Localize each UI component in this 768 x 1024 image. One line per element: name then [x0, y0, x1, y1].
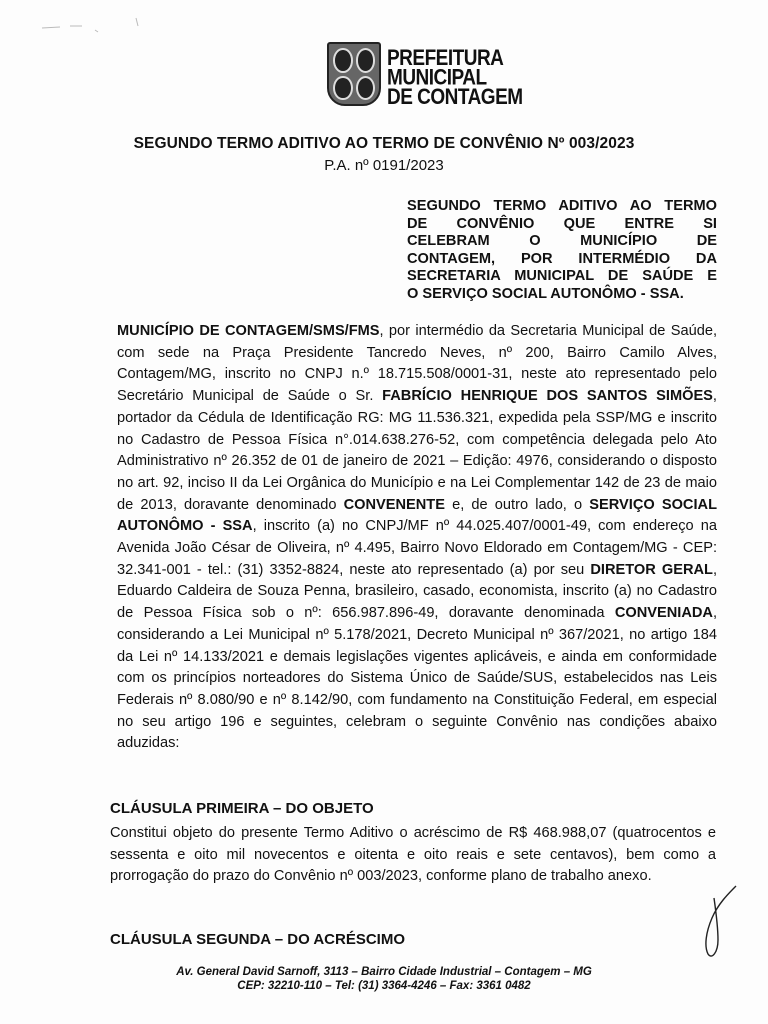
org-line-2: MUNICIPAL: [387, 65, 487, 90]
preamble-paragraph: [117, 321, 717, 755]
letterhead: [327, 42, 523, 110]
org-line-3: DE CONTAGEM: [387, 85, 523, 110]
org-name: [387, 46, 523, 110]
scan-marks: [40, 14, 150, 34]
preamble-text: , portador da Cédula de Identificação RG: MG 11.536.321, expedida pela SSP/MG e inscrito no Cadastro de Pessoa Física n°.014.638.276-52, com competência delegada pelo Ato Administrativo nº 26.352 de 01 de janeiro de 2021 – Edição: 4976, considerando o disposto no art. 92, inciso II da Lei Orgânica do Município e na Lei Complementar 142 de 23 de maio de 2013, doravante denominado: [117, 388, 717, 513]
ementa-line: SECRETARIA MUNICIPAL DE SAÚDE E: [407, 268, 717, 284]
preamble-text: , Eduardo Caldeira de Souza Penna, brasileiro, casado, economista, inscrito (a) no Cadastro de Pessoa Física sob o nº: 656.987.896-49, doravante denominada: [117, 561, 718, 622]
ementa-line: CONTAGEM, POR INTERMÉDIO DA: [407, 250, 717, 267]
document-title: SEGUNDO TERMO ADITIVO AO TERMO DE CONVÊNIO Nº 003/2023: [133, 135, 635, 152]
org-line-1: PREFEITURA: [387, 46, 504, 71]
secretary-name: FABRÍCIO HENRIQUE DOS SANTOS SIMÕES: [382, 388, 713, 405]
preamble-text: e, de outro lado, o: [444, 496, 590, 513]
role-diretor-geral: DIRETOR GERAL: [590, 561, 713, 578]
preamble-text: , inscrito (a) no CNPJ/MF nº 44.025.407/0001-49, com endereço na Avenida João César de Oliveira, nº 4.495, Bairro Novo Eldorado em Contagem/MG - CEP: 32.341-001 - tel.: (31) 3352-8824, neste ato representado (a) por seu: [117, 518, 717, 578]
municipal-crest-icon: [327, 42, 381, 106]
clause-1-text: Constitui objeto do presente Termo Aditivo o acréscimo de R$ 468.988,07 (quatrocentos e sessenta e oito mil novecentos e oitenta e oito reais e sete centavos), bem como a prorrogação do prazo do Convênio nº 003/2023, conforme plano de trabalho anexo.: [110, 825, 716, 884]
ementa: [407, 198, 717, 303]
footer-address: [0, 965, 768, 993]
ementa-line: CELEBRAM O MUNICÍPIO DE: [407, 233, 717, 249]
role-conveniada: CONVENIADA: [614, 605, 713, 622]
role-convenente: CONVENENTE: [343, 496, 445, 513]
ementa-line: SEGUNDO TERMO ADITIVO AO TERMO: [407, 198, 717, 214]
process-number: P.A. nº 0191/2023: [324, 157, 444, 174]
party-ssa: SERVIÇO SOCIAL AUTONÔMO - SSA: [117, 496, 717, 535]
preamble-text: , considerando a Lei Municipal nº 5.178/2021, Decreto Municipal nº 367/2021, no artigo 184 da Lei nº 14.133/2021 e demais legislações vigentes aplicáveis, e ainda em conformidade com os princípios norteadores do Sistema Único de Saúde/SUS, estabelecidos nas Leis Federais nº 8.080/90 e nº 8.142/90, com fundamento na Constituição Federal, em especial no seu artigo 196 e seguintes, celebram o seguinte Convênio nas condições abaixo aduzidas:: [117, 605, 717, 752]
initials-signature: [688, 882, 748, 962]
clause-2-title: CLÁUSULA SEGUNDA – DO ACRÉSCIMO: [110, 931, 406, 948]
preamble-text: , por intermédio da Secretaria Municipal de Saúde, com sede na Praça Presidente Tancredo Neves, nº 200, Bairro Camilo Alves, Contagem/MG, inscrito no CNPJ n.º 18.715.508/0001-31, neste ato representado pelo Secretário Municipal de Saúde o Sr.: [117, 323, 717, 405]
ementa-line: DE CONVÊNIO QUE ENTRE SI: [407, 215, 717, 232]
party-municipio: MUNICÍPIO DE CONTAGEM/SMS/FMS: [117, 323, 380, 339]
ementa-line: O SERVIÇO SOCIAL AUTONÔMO - SSA.: [407, 285, 684, 302]
footer-line-1: Av. General David Sarnoff, 3113 – Bairro Cidade Industrial – Contagem – MG: [176, 966, 592, 978]
footer-line-2: CEP: 32210-110 – Tel: (31) 3364-4246 – Fax: 3361 0482: [237, 980, 531, 992]
clause-1-title: CLÁUSULA PRIMEIRA – DO OBJETO: [110, 800, 374, 817]
